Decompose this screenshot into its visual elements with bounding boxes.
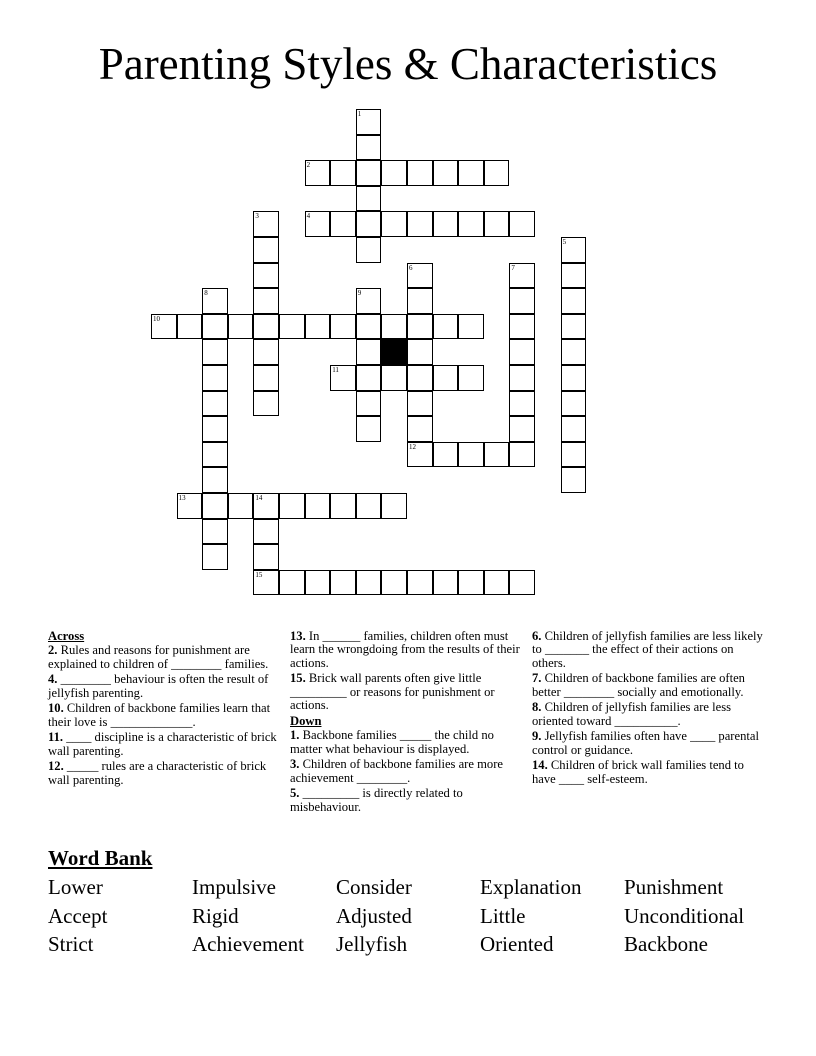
crossword-cell[interactable]: [253, 288, 279, 314]
crossword-cell[interactable]: [509, 263, 535, 289]
crossword-cell[interactable]: [202, 442, 228, 468]
crossword-cell[interactable]: [433, 314, 459, 340]
crossword-cell[interactable]: [561, 314, 587, 340]
crossword-cell[interactable]: [458, 160, 484, 186]
crossword-cell[interactable]: [433, 365, 459, 391]
crossword-cell[interactable]: [509, 570, 535, 596]
clues-column-2: [290, 630, 525, 816]
word-bank-word: Consider: [336, 875, 412, 899]
clue-text: Children of jellyfish families are less likely to _______ the effect of their actions on others.: [532, 629, 763, 670]
crossword-cell[interactable]: [253, 339, 279, 365]
crossword-cell[interactable]: [305, 160, 331, 186]
crossword-cell[interactable]: [407, 263, 433, 289]
crossword-cell[interactable]: [305, 211, 331, 237]
clue-number-label: 6.: [532, 629, 542, 643]
word-bank-word: Little: [480, 903, 526, 928]
crossword-cell[interactable]: [561, 467, 587, 493]
crossword-cell[interactable]: [356, 211, 382, 237]
crossword-cell[interactable]: [561, 339, 587, 365]
clue-number: 10: [153, 314, 160, 323]
crossword-cell[interactable]: [202, 493, 228, 519]
crossword-cell[interactable]: [253, 570, 279, 596]
clue-item: [290, 630, 525, 670]
word-bank-word: Backbone: [624, 932, 708, 956]
across-header: Across: [48, 629, 85, 643]
clue-item: [48, 673, 278, 700]
clue-item: [532, 759, 768, 786]
clue-number-label: 2.: [48, 643, 58, 658]
across-clue-list-continued: [290, 630, 525, 713]
crossword-cell[interactable]: [253, 263, 279, 289]
clue-item: [290, 672, 525, 712]
clue-number: 3: [255, 212, 259, 221]
crossword-cell[interactable]: [330, 365, 356, 391]
clue-number-label: 9.: [532, 729, 542, 744]
clue-number-label: 5.: [290, 786, 300, 801]
clue-number-label: 11.: [48, 730, 64, 745]
crossword-cell[interactable]: [228, 314, 254, 340]
crossword-cell[interactable]: [253, 519, 279, 545]
clue-number: 12: [409, 442, 416, 451]
clue-text: Children of backbone families are more achievement ________.: [290, 757, 503, 785]
crossword-cell[interactable]: [356, 570, 382, 596]
word-bank-title: Word Bank: [48, 846, 153, 870]
crossword-cell[interactable]: [253, 314, 279, 340]
crossword-cell[interactable]: [509, 391, 535, 417]
clue-text: In ______ families, children often must learn the wrongdoing from the results of their actions.: [290, 629, 520, 670]
crossword-cell[interactable]: [356, 314, 382, 340]
crossword-cell[interactable]: [202, 391, 228, 417]
crossword-cell[interactable]: [407, 211, 433, 237]
crossword-cell[interactable]: [433, 570, 459, 596]
crossword-cell[interactable]: [356, 365, 382, 391]
clue-text: ________ behaviour is often the result of jellyfish parenting.: [48, 672, 269, 700]
clue-text: Children of backbone families learn that their love is _____________.: [48, 701, 271, 729]
crossword-cell[interactable]: [330, 493, 356, 519]
clue-number-label: 12.: [48, 759, 64, 774]
clue-item: [48, 644, 278, 671]
crossword-cell[interactable]: [407, 570, 433, 596]
word-bank-word: Unconditional: [624, 903, 745, 928]
crossword-cell[interactable]: [356, 186, 382, 212]
clue-text: Rules and reasons for punishment are explained to children of ________ families.: [48, 643, 269, 671]
word-bank-word: Rigid: [192, 903, 239, 928]
word-bank-row: [48, 930, 808, 959]
clue-item: [290, 758, 525, 785]
clue-number: 4: [306, 212, 311, 221]
crossword-cell[interactable]: [433, 160, 459, 186]
down-clue-list-continued: [532, 630, 768, 786]
clue-number-label: 1.: [290, 728, 300, 743]
crossword-cell[interactable]: [253, 493, 279, 519]
crossword-cell[interactable]: [202, 544, 228, 570]
crossword-cell[interactable]: [356, 339, 382, 365]
crossword-cell[interactable]: [407, 160, 433, 186]
crossword-cell[interactable]: [381, 160, 407, 186]
clue-item: [532, 730, 768, 757]
crossword-cell[interactable]: [509, 365, 535, 391]
clue-number: 1: [357, 110, 362, 118]
crossword-cell[interactable]: [356, 288, 382, 314]
crossword-cell[interactable]: [407, 314, 433, 340]
crossword-cell[interactable]: [407, 442, 433, 468]
clue-item: [48, 731, 278, 758]
clue-text: Children of backbone families are often better ________ socially and emotionally.: [532, 671, 745, 699]
clue-item: [290, 787, 525, 814]
crossword-cell[interactable]: [202, 314, 228, 340]
crossword-cell[interactable]: [561, 416, 587, 442]
page-title: Parenting Styles & Characteristics: [98, 39, 718, 89]
word-bank-row: [48, 902, 808, 931]
down-clue-list: [290, 729, 525, 814]
crossword-cell[interactable]: [202, 416, 228, 442]
word-bank-word: Accept: [48, 903, 108, 928]
crossword-cell[interactable]: [484, 211, 510, 237]
crossword-cell[interactable]: [561, 391, 587, 417]
crossword-cell[interactable]: [509, 288, 535, 314]
crossword-cell[interactable]: [509, 211, 535, 237]
crossword-cell[interactable]: [177, 493, 203, 519]
crossword-cell[interactable]: [407, 339, 433, 365]
word-bank-word: Adjusted: [336, 903, 412, 928]
clue-text: ____ discipline is a characteristic of brick wall parenting.: [48, 730, 277, 758]
clue-item: [532, 630, 768, 670]
clue-number: 7: [511, 263, 515, 272]
crossword-cell[interactable]: [253, 211, 279, 237]
clue-number-label: 10.: [48, 701, 64, 716]
crossword-cell[interactable]: [202, 288, 228, 314]
crossword-cell[interactable]: [202, 467, 228, 493]
crossword-cell[interactable]: [202, 365, 228, 391]
clue-item: [48, 702, 278, 729]
clue-number-label: 13.: [290, 629, 306, 643]
down-header: Down: [290, 713, 322, 728]
clue-text: Children of jellyfish families are less oriented toward __________.: [532, 700, 732, 728]
word-bank-word: Explanation: [480, 875, 582, 899]
clue-number: 13: [178, 494, 186, 502]
crossword-cell[interactable]: [484, 570, 510, 596]
clue-text: Jellyfish families often have ____ parental control or guidance.: [532, 729, 759, 757]
clue-number-label: 8.: [532, 700, 542, 715]
crossword-cell[interactable]: [458, 570, 484, 596]
clue-number: 8: [204, 289, 208, 298]
clues-column-1: [48, 630, 278, 789]
word-bank-word: Achievement: [192, 932, 304, 956]
clue-text: Children of brick wall families tend to have ____ self-esteem.: [532, 758, 744, 786]
crossword-cell[interactable]: [356, 109, 382, 135]
clue-item: [532, 701, 768, 728]
word-bank-word: Punishment: [624, 875, 724, 899]
crossword-cell[interactable]: [253, 391, 279, 417]
across-clue-list: [48, 644, 278, 787]
clue-number: 15: [255, 570, 263, 579]
crossword-cell[interactable]: [381, 570, 407, 596]
clue-text: Brick wall parents often give little _________ or reasons for punishment or actions.: [290, 671, 495, 713]
crossword-cell[interactable]: [509, 339, 535, 365]
crossword-cell[interactable]: [561, 365, 587, 391]
clue-item: [532, 672, 768, 699]
crossword-cell[interactable]: [509, 416, 535, 442]
crossword-cell[interactable]: [330, 314, 356, 340]
crossword-cell[interactable]: [279, 493, 305, 519]
crossword-cell[interactable]: [561, 237, 587, 263]
crossword-cell[interactable]: [202, 519, 228, 545]
crossword-cell[interactable]: [407, 391, 433, 417]
clue-number: 14: [255, 494, 263, 502]
crossword-cell[interactable]: [381, 493, 407, 519]
clue-number-label: 15.: [290, 671, 306, 686]
clue-number: 5: [562, 238, 567, 246]
crossword-cell[interactable]: [253, 365, 279, 391]
word-bank-word: Strict: [48, 932, 94, 956]
word-bank-row: [48, 873, 808, 902]
crossword-cell[interactable]: [509, 314, 535, 340]
crossword-cell[interactable]: [458, 211, 484, 237]
crossword-cell[interactable]: [356, 237, 382, 263]
crossword-cell[interactable]: [458, 314, 484, 340]
crossword-cell[interactable]: [356, 416, 382, 442]
crossword-cell[interactable]: [458, 442, 484, 468]
crossword-cell[interactable]: [433, 211, 459, 237]
crossword-cell[interactable]: [279, 570, 305, 596]
crossword-cell[interactable]: [356, 493, 382, 519]
crossword-cell[interactable]: [330, 160, 356, 186]
crossword-cell[interactable]: [407, 416, 433, 442]
crossword-cell[interactable]: [330, 211, 356, 237]
clue-number-label: 14.: [532, 758, 548, 773]
crossword-cell[interactable]: [484, 160, 510, 186]
crossword-cell[interactable]: [356, 391, 382, 417]
clue-item: [290, 729, 525, 756]
clue-text: _____ rules are a characteristic of brick wall parenting.: [48, 759, 267, 787]
clue-text: _________ is directly related to misbehaviour.: [290, 786, 463, 814]
crossword-cell[interactable]: [202, 339, 228, 365]
crossword-cell[interactable]: [561, 442, 587, 468]
clue-number: 6: [409, 263, 413, 272]
clue-text: Backbone families _____ the child no matter what behaviour is displayed.: [290, 728, 494, 756]
crossword-cell[interactable]: [509, 442, 535, 468]
crossword-cell[interactable]: [279, 314, 305, 340]
crossword-cell[interactable]: [151, 314, 177, 340]
clue-number: 11: [332, 366, 339, 374]
clue-item: [48, 760, 278, 787]
crossword-cell[interactable]: [407, 365, 433, 391]
crossword-cell[interactable]: [561, 263, 587, 289]
word-bank-word: Jellyfish: [336, 932, 408, 956]
clue-number: 9: [357, 289, 362, 298]
crossword-cell[interactable]: [305, 570, 331, 596]
crossword-cell[interactable]: [253, 544, 279, 570]
crossword-cell[interactable]: [305, 314, 331, 340]
crossword-cell[interactable]: [305, 493, 331, 519]
crossword-cell[interactable]: [381, 314, 407, 340]
crossword-cell[interactable]: [433, 442, 459, 468]
clue-number-label: 7.: [532, 671, 542, 686]
crossword-cell[interactable]: [356, 160, 382, 186]
crossword-cell[interactable]: [458, 365, 484, 391]
clues-column-3: [532, 630, 768, 788]
crossword-cell[interactable]: [356, 135, 382, 161]
crossword-black-cell: [381, 339, 407, 365]
crossword-cell[interactable]: [381, 211, 407, 237]
clue-number-label: 4.: [48, 672, 58, 687]
crossword-cell[interactable]: [407, 288, 433, 314]
crossword-cell[interactable]: [330, 570, 356, 596]
crossword-cell[interactable]: [253, 237, 279, 263]
word-bank-word: Lower: [48, 875, 103, 899]
clue-number: 2: [306, 161, 311, 170]
crossword-cell[interactable]: [381, 365, 407, 391]
clue-number-label: 3.: [290, 757, 300, 772]
crossword-cell[interactable]: [484, 442, 510, 468]
crossword-cell[interactable]: [561, 288, 587, 314]
crossword-cell[interactable]: [228, 493, 254, 519]
crossword-cell[interactable]: [177, 314, 203, 340]
word-bank-word: Oriented: [480, 932, 554, 956]
word-bank: [48, 873, 808, 959]
word-bank-word: Impulsive: [192, 875, 276, 899]
